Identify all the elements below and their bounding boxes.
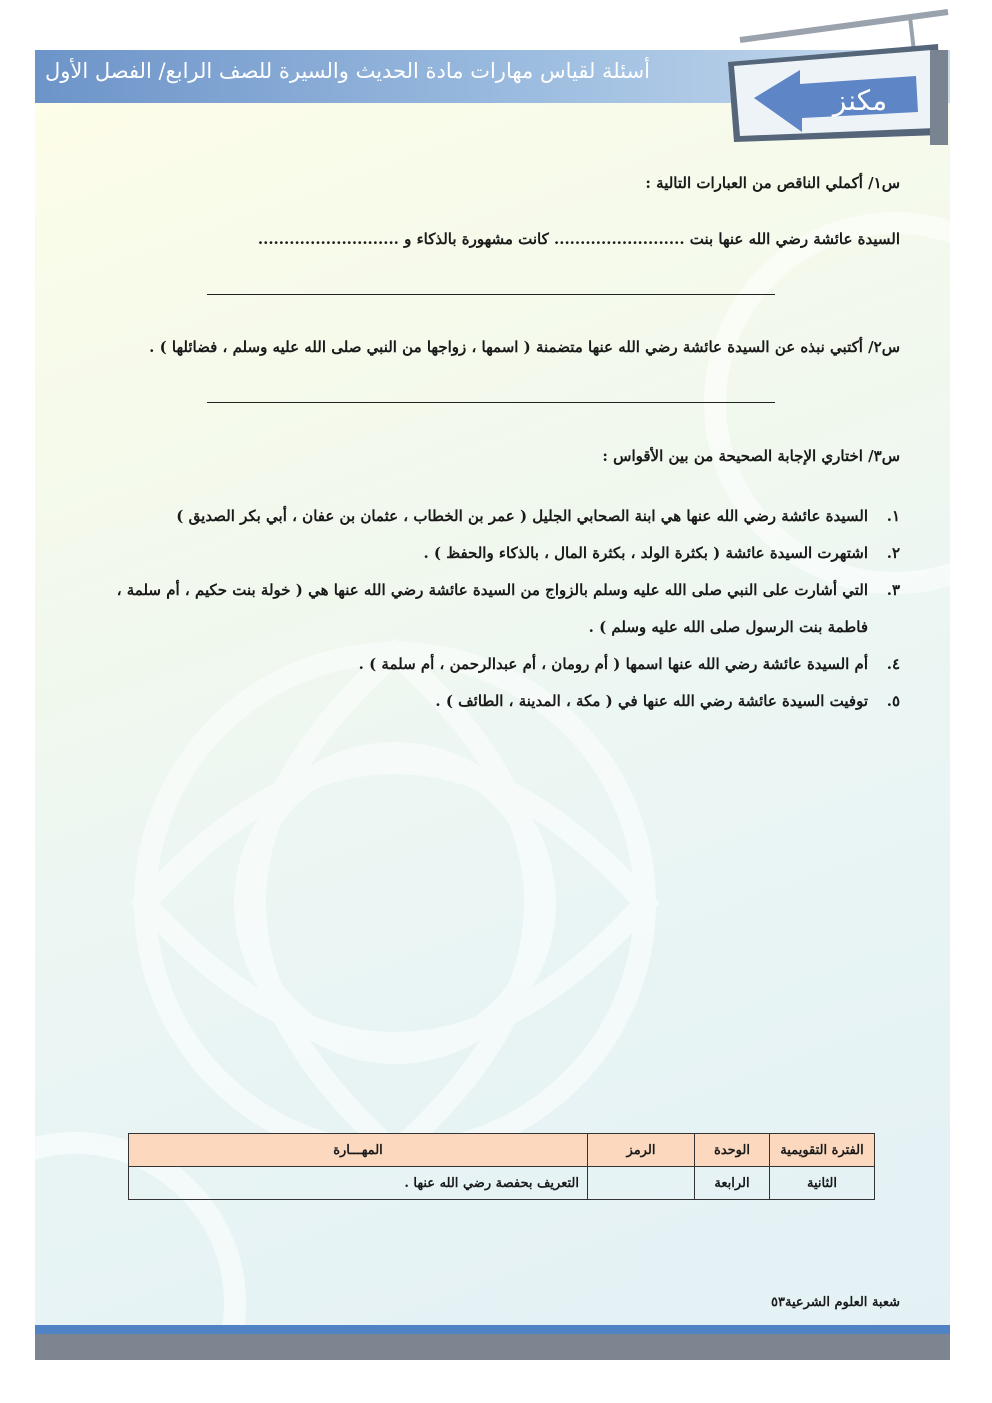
- footer-bar-gray: [35, 1334, 950, 1360]
- divider-line: [207, 402, 775, 403]
- item-text: توفيت السيدة عائشة رضي الله عنها في ( مكة ، المدينة ، الطائف ) .: [435, 692, 868, 710]
- list-item: [100, 646, 900, 683]
- item-number: ٣.: [886, 581, 900, 599]
- item-number: ٥.: [886, 692, 900, 710]
- table-header-row: [129, 1134, 875, 1167]
- list-item: [100, 498, 900, 535]
- logo-text: مكنز: [832, 84, 888, 117]
- skills-table: [128, 1133, 875, 1200]
- item-text: التي أشارت على النبي صلى الله عليه وسلم بالزواج من السيدة عائشة رضي الله عنها هي ( خولة بنت حكيم ، أم سلمة ، فاطمة بنت الرسول صلى الله عليه وسلم ) .: [116, 581, 868, 636]
- list-item: [100, 572, 900, 646]
- footer-text: شعبة العلوم الشرعية٥٣: [771, 1295, 900, 1310]
- question-3-title: س٣/ اختاري الإجابة الصحيحة من بين الأقواس :: [602, 447, 900, 465]
- table-header-cell: الرمز: [588, 1134, 695, 1167]
- table-header-cell: الوحدة: [695, 1134, 770, 1167]
- header-title: أسئلة لقياس مهارات مادة الحديث والسيرة للصف الرابع/ الفصل الأول: [44, 59, 650, 83]
- item-number: ٢.: [886, 544, 900, 562]
- table-cell: الثانية: [770, 1167, 875, 1200]
- item-number: ٤.: [886, 655, 900, 673]
- item-text: السيدة عائشة رضي الله عنها هي ابنة الصحابي الجليل ( عمر بن الخطاب ، عثمان بن عفان ، أبي بكر الصديق ): [176, 507, 868, 525]
- footer-bar-blue: [35, 1325, 950, 1334]
- table-cell: التعريف بحفصة رضي الله عنها .: [129, 1167, 588, 1200]
- item-text: أم السيدة عائشة رضي الله عنها اسمها ( أم رومان ، أم عبدالرحمن ، أم سلمة ) .: [358, 655, 868, 673]
- question-1-statement: السيدة عائشة رضي الله عنها بنت ......................... كانت مشهورة بالذكاء و ...........................: [257, 230, 900, 248]
- question-2-title: س٢/ أكتبي نبذه عن السيدة عائشة رضي الله عنها متضمنة ( اسمها ، زواجها من النبي صلى الله عليه وسلم ، فضائلها ) .: [149, 338, 900, 356]
- item-number: ١.: [886, 507, 900, 525]
- question-1-title: س١/ أكملي الناقص من العبارات التالية :: [645, 174, 900, 192]
- table-cell: [588, 1167, 695, 1200]
- table-header-cell: الفترة التقويمية: [770, 1134, 875, 1167]
- divider-line: [207, 294, 775, 295]
- table-row: [129, 1167, 875, 1200]
- table-cell: الرابعة: [695, 1167, 770, 1200]
- item-text: اشتهرت السيدة عائشة ( بكثرة الولد ، بكثرة المال ، بالذكاء والحفظ ) .: [423, 544, 868, 562]
- question-3-list: [100, 498, 900, 720]
- list-item: [100, 535, 900, 572]
- table-header-cell: المهـــارة: [129, 1134, 588, 1167]
- list-item: [100, 683, 900, 720]
